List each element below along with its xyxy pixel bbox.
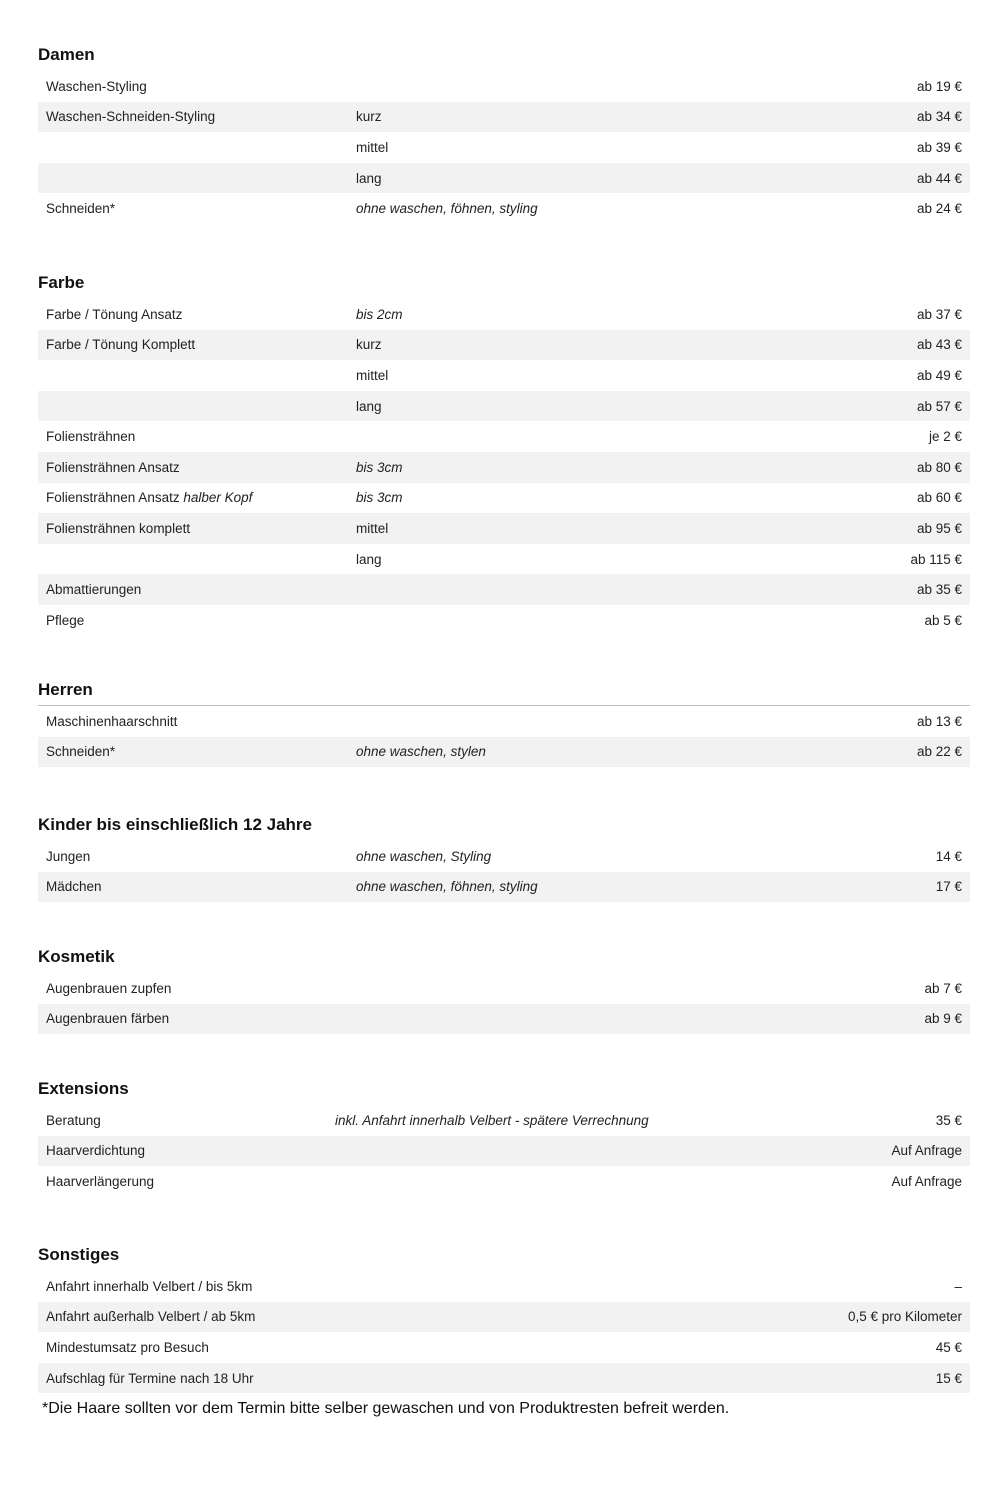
section-sonstiges bbox=[38, 1240, 970, 1393]
table-row bbox=[38, 193, 970, 224]
service-detail: bis 3cm bbox=[356, 459, 403, 475]
section-kosmetik bbox=[38, 942, 970, 1034]
table-row bbox=[38, 737, 970, 768]
service-price: 35 € bbox=[935, 1112, 962, 1128]
service-name: Schneiden* bbox=[46, 201, 116, 217]
service-name: Anfahrt innerhalb Velbert / bis 5km bbox=[46, 1278, 253, 1294]
service-price: 0,5 € pro Kilometer bbox=[847, 1309, 962, 1325]
table-row bbox=[38, 1332, 970, 1363]
price-table-damen bbox=[38, 70, 970, 224]
table-row bbox=[38, 1166, 970, 1197]
service-price: je 2 € bbox=[928, 429, 962, 445]
service-name: Mindestumsatz pro Besuch bbox=[46, 1339, 209, 1355]
section-title-herren: Herren bbox=[38, 680, 93, 699]
service-detail: mittel bbox=[356, 367, 389, 383]
service-price: 14 € bbox=[935, 848, 962, 864]
table-row bbox=[38, 574, 970, 605]
price-table-extensions bbox=[38, 1104, 970, 1197]
section-title-farbe: Farbe bbox=[38, 273, 85, 292]
service-detail: mittel bbox=[356, 520, 389, 536]
table-row bbox=[38, 421, 970, 452]
table-row bbox=[38, 163, 970, 194]
table-row bbox=[38, 841, 970, 872]
service-name: Aufschlag für Termine nach 18 Uhr bbox=[46, 1370, 254, 1386]
service-detail: ohne waschen, föhnen, styling bbox=[356, 201, 538, 217]
service-price: ab 57 € bbox=[916, 398, 962, 414]
service-price: ab 44 € bbox=[916, 170, 962, 186]
section-kinder bbox=[38, 810, 970, 902]
service-name: Farbe / Tönung Komplett bbox=[46, 337, 196, 353]
service-price: 17 € bbox=[935, 879, 962, 895]
service-detail: mittel bbox=[356, 139, 389, 155]
table-row bbox=[38, 1105, 970, 1136]
service-name: Farbe / Tönung Ansatz bbox=[46, 306, 183, 322]
service-detail: bis 3cm bbox=[356, 490, 403, 506]
section-herren bbox=[38, 675, 970, 767]
service-name: Waschen-Schneiden-Styling bbox=[46, 109, 216, 125]
table-row bbox=[38, 71, 970, 102]
table-row bbox=[38, 872, 970, 903]
service-name: Mädchen bbox=[46, 879, 102, 895]
price-table-herren bbox=[38, 705, 970, 767]
service-price: 15 € bbox=[935, 1370, 962, 1386]
section-title-sonstiges: Sonstiges bbox=[38, 1245, 120, 1264]
table-row bbox=[38, 544, 970, 575]
service-detail: bis 2cm bbox=[356, 306, 403, 322]
service-price: ab 5 € bbox=[924, 612, 962, 628]
table-row bbox=[38, 605, 970, 636]
service-name: Foliensträhnen komplett bbox=[46, 520, 191, 536]
table-row bbox=[38, 1136, 970, 1167]
table-row bbox=[38, 513, 970, 544]
service-price: ab 49 € bbox=[916, 367, 962, 383]
service-name-main: Foliensträhnen Ansatz bbox=[46, 490, 180, 506]
table-row bbox=[38, 391, 970, 422]
service-price: ab 22 € bbox=[916, 744, 962, 760]
table-row bbox=[38, 1004, 970, 1035]
service-name: Foliensträhnen Ansatz bbox=[46, 459, 180, 475]
service-detail: kurz bbox=[356, 109, 382, 125]
section-extensions bbox=[38, 1074, 970, 1197]
table-row bbox=[38, 452, 970, 483]
service-price: ab 13 € bbox=[916, 713, 962, 729]
service-detail: ohne waschen, Styling bbox=[356, 848, 492, 864]
service-price: ab 39 € bbox=[916, 139, 962, 155]
table-row bbox=[38, 973, 970, 1004]
table-row bbox=[38, 483, 970, 514]
service-price: Auf Anfrage bbox=[891, 1173, 962, 1189]
service-name: Abmattierungen bbox=[46, 582, 142, 598]
service-detail: inkl. Anfahrt innerhalb Velbert - spätere Verrechnung bbox=[335, 1112, 649, 1128]
table-row bbox=[38, 132, 970, 163]
section-title-extensions: Extensions bbox=[38, 1079, 129, 1098]
service-detail: kurz bbox=[356, 337, 382, 353]
section-title-kinder: Kinder bis einschließlich 12 Jahre bbox=[38, 815, 312, 834]
service-detail: ohne waschen, föhnen, styling bbox=[356, 879, 538, 895]
service-name: Jungen bbox=[46, 848, 91, 864]
price-table-kosmetik bbox=[38, 972, 970, 1034]
section-title-damen: Damen bbox=[38, 45, 95, 64]
service-name bbox=[38, 490, 356, 505]
service-name: Foliensträhnen bbox=[46, 429, 136, 445]
price-table-sonstiges bbox=[38, 1270, 970, 1393]
service-name: Schneiden* bbox=[46, 744, 116, 760]
table-row bbox=[38, 706, 970, 737]
table-row bbox=[38, 1271, 970, 1302]
service-price: ab 115 € bbox=[910, 551, 962, 567]
service-name: Pflege bbox=[46, 612, 85, 628]
service-price: ab 80 € bbox=[916, 459, 962, 475]
service-price: ab 37 € bbox=[916, 306, 962, 322]
service-name: Anfahrt außerhalb Velbert / ab 5km bbox=[46, 1309, 256, 1325]
service-detail: lang bbox=[356, 170, 382, 186]
section-title-kosmetik: Kosmetik bbox=[38, 947, 115, 966]
service-name: Augenbrauen färben bbox=[46, 1011, 170, 1027]
service-price: ab 7 € bbox=[924, 980, 962, 996]
service-detail: lang bbox=[356, 398, 382, 414]
service-price: ab 24 € bbox=[916, 201, 962, 217]
section-farbe bbox=[38, 268, 970, 636]
service-name: Augenbrauen zupfen bbox=[46, 980, 172, 996]
service-detail: ohne waschen, stylen bbox=[356, 744, 486, 760]
service-price: ab 60 € bbox=[916, 490, 962, 506]
service-price: Auf Anfrage bbox=[891, 1143, 962, 1159]
service-name: Maschinenhaarschnitt bbox=[46, 713, 178, 729]
price-table-kinder bbox=[38, 840, 970, 902]
service-name: Haarverlängerung bbox=[46, 1173, 155, 1189]
service-price: ab 95 € bbox=[916, 520, 962, 536]
section-damen bbox=[38, 40, 970, 224]
service-price: 45 € bbox=[935, 1339, 962, 1355]
service-price: ab 9 € bbox=[924, 1011, 962, 1027]
table-row bbox=[38, 102, 970, 133]
table-row bbox=[38, 299, 970, 330]
service-name-extra: halber Kopf bbox=[183, 490, 253, 506]
price-table-farbe bbox=[38, 298, 970, 636]
table-row bbox=[38, 330, 970, 361]
service-price: ab 19 € bbox=[916, 78, 962, 94]
table-row bbox=[38, 1363, 970, 1394]
table-row bbox=[38, 1302, 970, 1333]
service-price: ab 34 € bbox=[916, 109, 962, 125]
service-name: Waschen-Styling bbox=[46, 78, 147, 94]
service-price: ab 43 € bbox=[916, 337, 962, 353]
service-detail: lang bbox=[356, 551, 382, 567]
service-name: Haarverdichtung bbox=[46, 1143, 146, 1159]
service-price: ab 35 € bbox=[916, 582, 962, 598]
table-row bbox=[38, 360, 970, 391]
footnote: *Die Haare sollten vor dem Termin bitte selber gewaschen und von Produktresten befreit werden. bbox=[42, 1400, 730, 1417]
service-name: Beratung bbox=[46, 1112, 101, 1128]
service-price: – bbox=[954, 1278, 962, 1294]
